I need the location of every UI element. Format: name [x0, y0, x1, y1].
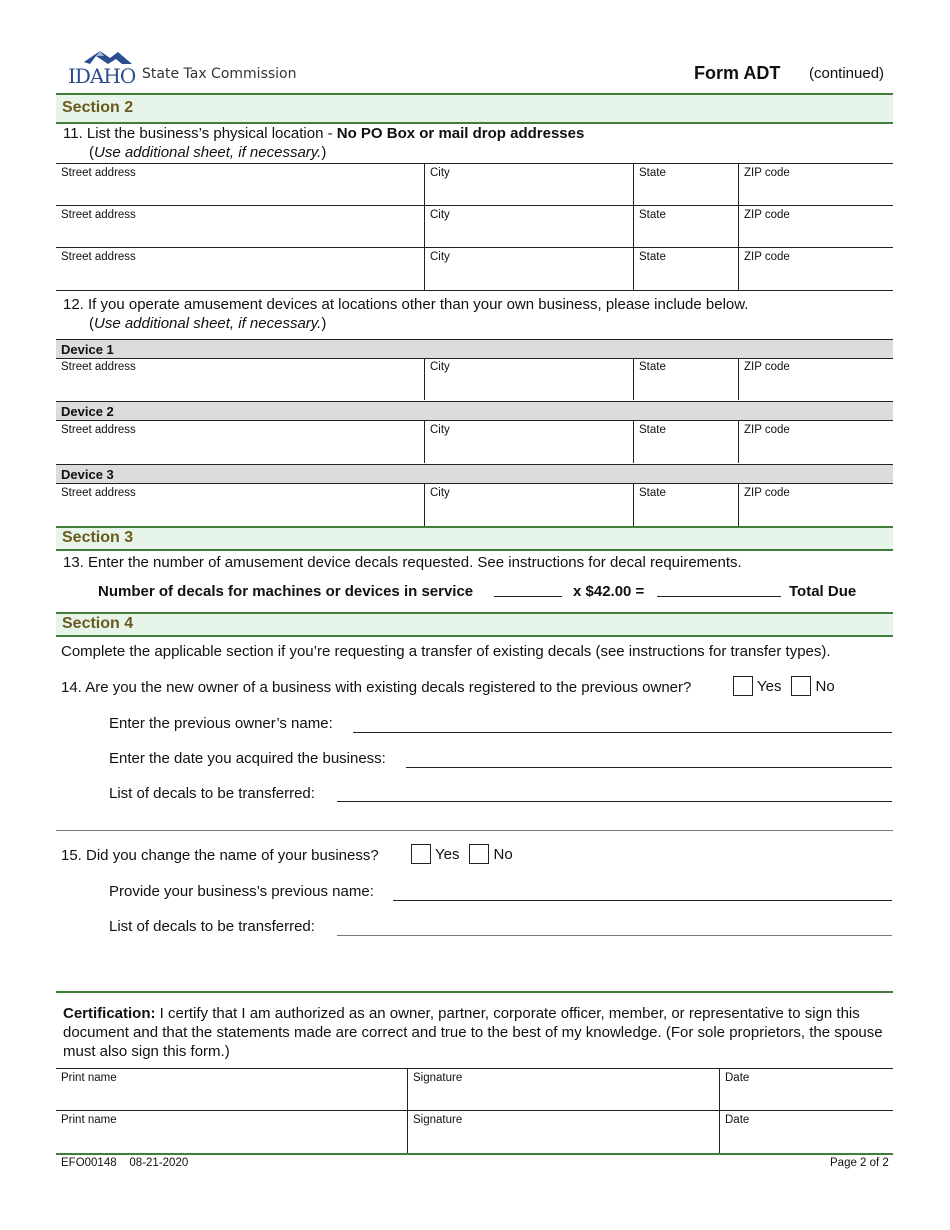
signature-row-1 — [56, 1068, 893, 1111]
location-row-2 — [56, 205, 893, 248]
city-field[interactable] — [424, 358, 633, 400]
agency-name: State Tax Commission — [142, 66, 297, 82]
section-3-header — [56, 526, 893, 551]
signature-field[interactable] — [407, 1111, 719, 1153]
street-label: Street address — [61, 167, 136, 179]
device-1-header — [56, 339, 893, 359]
zip-label: ZIP code — [744, 361, 790, 373]
form-title: Form ADT — [694, 63, 781, 83]
q15-yes-checkbox[interactable] — [411, 844, 431, 864]
signature-label: Signature — [413, 1072, 463, 1084]
location-row-3 — [56, 247, 893, 291]
certification-text — [63, 1004, 889, 1061]
continued-label: (continued) — [809, 65, 885, 82]
city-label: City — [430, 361, 450, 373]
print-name-label: Print name — [61, 1072, 117, 1084]
street-label: Street address — [61, 487, 136, 499]
prev-owner-label: Enter the previous owner’s name: — [109, 715, 333, 732]
device-3-label: Device 3 — [61, 467, 114, 482]
zip-field[interactable] — [738, 164, 893, 206]
decals-count-input[interactable] — [494, 596, 562, 597]
street-label: Street address — [61, 424, 136, 436]
street-label: Street address — [61, 209, 136, 221]
street-address-field[interactable] — [56, 206, 424, 248]
state-field[interactable] — [633, 248, 738, 290]
q14-decals-label: List of decals to be transferred: — [109, 785, 315, 802]
section-2-header — [56, 93, 893, 124]
location-row-1 — [56, 163, 893, 206]
zip-field[interactable] — [738, 248, 893, 290]
device-3-row — [56, 484, 893, 526]
q15-yes-label: Yes — [435, 845, 460, 863]
date-acquired-input[interactable] — [406, 767, 892, 768]
print-name-field[interactable] — [56, 1069, 407, 1111]
idaho-logo — [66, 48, 138, 86]
total-due-input[interactable] — [657, 596, 781, 597]
zip-label: ZIP code — [744, 251, 790, 263]
q12-note-text: Use additional sheet, if necessary. — [94, 315, 322, 332]
section-4-intro: Complete the applicable section if you’re requesting a transfer of existing decals (see instructions for transfer types). — [61, 643, 831, 660]
section-2-title: Section 2 — [62, 99, 134, 116]
device-1-row — [56, 358, 893, 400]
certification-body: I certify that I am authorized as an owner, partner, corporate officer, member, or representative to sign this document and that the statements made are correct and true to the best of my knowledge. (For sole proprietors, the spouse must also sign this form.) — [63, 1005, 883, 1060]
decals-label: Number of decals for machines or devices in service — [98, 583, 474, 600]
prev-owner-input[interactable] — [353, 732, 892, 733]
signature-field[interactable] — [407, 1069, 719, 1111]
state-label: State — [639, 424, 666, 436]
state-field[interactable] — [633, 484, 738, 526]
state-field[interactable] — [633, 206, 738, 248]
city-label: City — [430, 487, 450, 499]
print-name-label: Print name — [61, 1114, 117, 1126]
print-name-field[interactable] — [56, 1111, 407, 1153]
device-2-header — [56, 401, 893, 421]
city-label: City — [430, 167, 450, 179]
q14-decals-input[interactable] — [337, 801, 892, 802]
date-label: Date — [725, 1072, 750, 1084]
form-code-date: 08-21-2020 — [129, 1157, 189, 1169]
q15-no-checkbox[interactable] — [469, 844, 489, 864]
q15-options — [411, 844, 513, 864]
zip-field[interactable] — [738, 358, 893, 400]
page-number: Page 2 of 2 — [830, 1157, 889, 1169]
q11-text: 11. List the business’s physical location - — [63, 125, 337, 142]
device-3-header — [56, 464, 893, 484]
logo-wordmark: IDAHO — [68, 64, 136, 88]
question-12: 12. If you operate amusement devices at locations other than your own business, please include below. — [63, 296, 749, 313]
street-address-field[interactable] — [56, 248, 424, 290]
q11-note-text: Use additional sheet, if necessary. — [94, 144, 322, 161]
state-field[interactable] — [633, 358, 738, 400]
signature-row-2 — [56, 1110, 893, 1155]
device-1-label: Device 1 — [61, 342, 114, 357]
device-2-row — [56, 421, 893, 463]
section-4-header — [56, 612, 893, 637]
section-4-title: Section 4 — [62, 615, 134, 632]
zip-label: ZIP code — [744, 209, 790, 221]
city-label: City — [430, 251, 450, 263]
question-13: 13. Enter the number of amusement device decals requested. See instructions for decal requirements. — [63, 554, 742, 571]
q15-decals-input[interactable] — [337, 935, 892, 936]
divider — [56, 830, 893, 831]
city-label: City — [430, 209, 450, 221]
q14-options — [733, 676, 835, 696]
q14-yes-checkbox[interactable] — [733, 676, 753, 696]
q14-no-label: No — [815, 677, 835, 695]
q14-no-checkbox[interactable] — [791, 676, 811, 696]
q11-bold: No PO Box or mail drop addresses — [336, 125, 585, 142]
street-label: Street address — [61, 251, 136, 263]
city-label: City — [430, 424, 450, 436]
certification-divider — [56, 991, 893, 993]
street-address-field[interactable] — [56, 164, 424, 206]
q15-decals-label: List of decals to be transferred: — [109, 918, 315, 935]
state-label: State — [639, 487, 666, 499]
prev-name-label: Provide your business’s previous name: — [109, 883, 374, 900]
city-field[interactable] — [424, 164, 633, 206]
q11-note: (Use additional sheet, if necessary.) — [89, 144, 327, 161]
street-label: Street address — [61, 361, 136, 373]
date-field[interactable] — [719, 1111, 893, 1153]
q14-yes-label: Yes — [757, 677, 782, 695]
decal-rate: x $42.00 = — [573, 583, 645, 600]
zip-field[interactable] — [738, 206, 893, 248]
date-acquired-label: Enter the date you acquired the business: — [109, 750, 386, 767]
question-15: 15. Did you change the name of your business? — [61, 847, 379, 864]
certification-label: Certification: — [63, 1005, 156, 1022]
street-address-field[interactable] — [56, 421, 424, 463]
state-field[interactable] — [633, 421, 738, 463]
question-14: 14. Are you the new owner of a business with existing decals registered to the previous owner? — [61, 679, 692, 696]
city-field[interactable] — [424, 248, 633, 290]
question-11 — [63, 125, 584, 142]
zip-label: ZIP code — [744, 487, 790, 499]
state-label: State — [639, 209, 666, 221]
state-label: State — [639, 251, 666, 263]
prev-name-input[interactable] — [393, 900, 892, 901]
state-label: State — [639, 167, 666, 179]
signature-label: Signature — [413, 1114, 463, 1126]
city-field[interactable] — [424, 484, 633, 526]
zip-label: ZIP code — [744, 167, 790, 179]
q15-no-label: No — [493, 845, 513, 863]
state-field[interactable] — [633, 164, 738, 206]
q12-note: (Use additional sheet, if necessary.) — [89, 315, 327, 332]
form-code — [61, 1157, 188, 1169]
street-address-field[interactable] — [56, 484, 424, 526]
device-2-label: Device 2 — [61, 404, 114, 419]
total-due-label: Total Due — [789, 583, 857, 600]
zip-field[interactable] — [738, 484, 893, 526]
section-3-title: Section 3 — [62, 529, 134, 546]
date-field[interactable] — [719, 1069, 893, 1111]
city-field[interactable] — [424, 421, 633, 463]
zip-field[interactable] — [738, 421, 893, 463]
street-address-field[interactable] — [56, 358, 424, 400]
city-field[interactable] — [424, 206, 633, 248]
date-label: Date — [725, 1114, 750, 1126]
state-label: State — [639, 361, 666, 373]
form-code-id: EFO00148 — [61, 1157, 117, 1169]
zip-label: ZIP code — [744, 424, 790, 436]
